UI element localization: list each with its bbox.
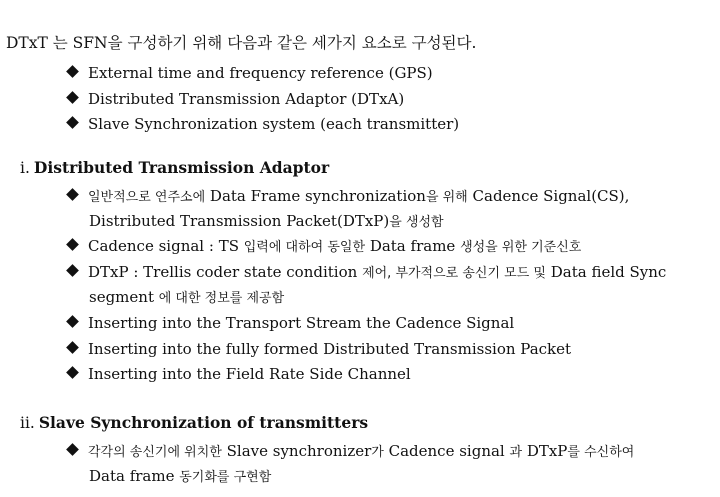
bullet-item (68, 364, 411, 384)
intro-paragraph: DTxT 는 SFN을 구성하기 위해 다음과 같은 세가지 요소로 구성된다. (6, 34, 477, 52)
diamond-bullet-icon (66, 341, 79, 354)
bullet-text: Inserting into the fully formed Distributed Transmission Packet (88, 340, 572, 358)
bullet-text-en: Cadence signal : TS (88, 237, 244, 255)
section-title: Slave Synchronization of transmitters (38, 413, 369, 432)
bullet-text-ko: 제어, 부가적으로 송신기 모드 및 (362, 266, 546, 281)
bullet-text-ko: 을 생성함 (389, 215, 444, 230)
component-text: External time and frequency reference (GPS) (88, 64, 433, 82)
component-item (68, 89, 404, 109)
bullet-text-en: Data frame (89, 467, 180, 485)
bullet-text-ko: 을 위해 (425, 190, 468, 205)
bullet-text-en: segment (89, 288, 159, 306)
bullet-text-en: Data Frame synchronization (205, 187, 426, 205)
section-heading (20, 413, 368, 433)
bullet-item (68, 186, 629, 208)
bullet-text-ko: 입력에 대하여 동일한 (243, 240, 366, 255)
bullet-text-ko: 를 수신하여 (567, 445, 635, 460)
bullet-text-en: Distributed Transmission Packet(DTxP) (89, 212, 390, 230)
diamond-bullet-icon (66, 238, 79, 251)
bullet-item (68, 313, 514, 333)
diamond-bullet-icon (66, 264, 79, 277)
component-item (68, 63, 433, 83)
section-number: ⅰ. (20, 159, 30, 177)
section-title: Distributed Transmission Adaptor (33, 158, 330, 177)
diamond-bullet-icon (66, 366, 79, 379)
section-heading (20, 158, 329, 178)
component-text: Distributed Transmission Adaptor (DTxA) (88, 90, 405, 108)
diamond-bullet-icon (66, 315, 79, 328)
component-text: Slave Synchronization system (each transmitter) (88, 115, 460, 133)
bullet-text-en: DTxP : Trellis coder state condition (88, 263, 363, 281)
component-item (68, 114, 459, 134)
bullet-text-en: Cadence Signal(CS), (467, 187, 630, 205)
bullet-continuation (89, 211, 444, 233)
bullet-text-en: Data frame (365, 237, 461, 255)
diamond-bullet-icon (66, 65, 79, 78)
diamond-bullet-icon (66, 188, 79, 201)
bullet-text-ko: 동기화를 구현함 (179, 470, 272, 485)
bullet-text-en: Cadence signal (383, 442, 510, 460)
bullet-item (68, 441, 634, 463)
bullet-item (68, 236, 581, 258)
bullet-text-en: Slave synchronizer (221, 442, 372, 460)
section-number: ⅱ. (20, 414, 35, 432)
bullet-continuation (89, 466, 271, 488)
bullet-text-en: Data field Sync (545, 263, 667, 281)
bullet-text-ko: 각각의 송신기에 위치한 (88, 445, 222, 460)
bullet-text-ko: 가 (371, 445, 384, 460)
bullet-continuation (89, 287, 284, 309)
bullet-text-ko: 과 (509, 445, 523, 460)
bullet-text-ko: 생성을 위한 기준신호 (460, 240, 582, 255)
bullet-text: Inserting into the Transport Stream the Cadence Signal (88, 314, 515, 332)
bullet-item (68, 262, 666, 284)
bullet-text: Inserting into the Field Rate Side Channel (88, 365, 411, 383)
bullet-text-en: DTxP (522, 442, 568, 460)
bullet-text-ko: 일반적으로 연주소에 (88, 190, 206, 205)
bullet-text-ko: 에 대한 정보를 제공함 (158, 291, 285, 306)
diamond-bullet-icon (66, 443, 79, 456)
diamond-bullet-icon (66, 91, 79, 104)
diamond-bullet-icon (66, 116, 79, 129)
bullet-item (68, 339, 571, 359)
